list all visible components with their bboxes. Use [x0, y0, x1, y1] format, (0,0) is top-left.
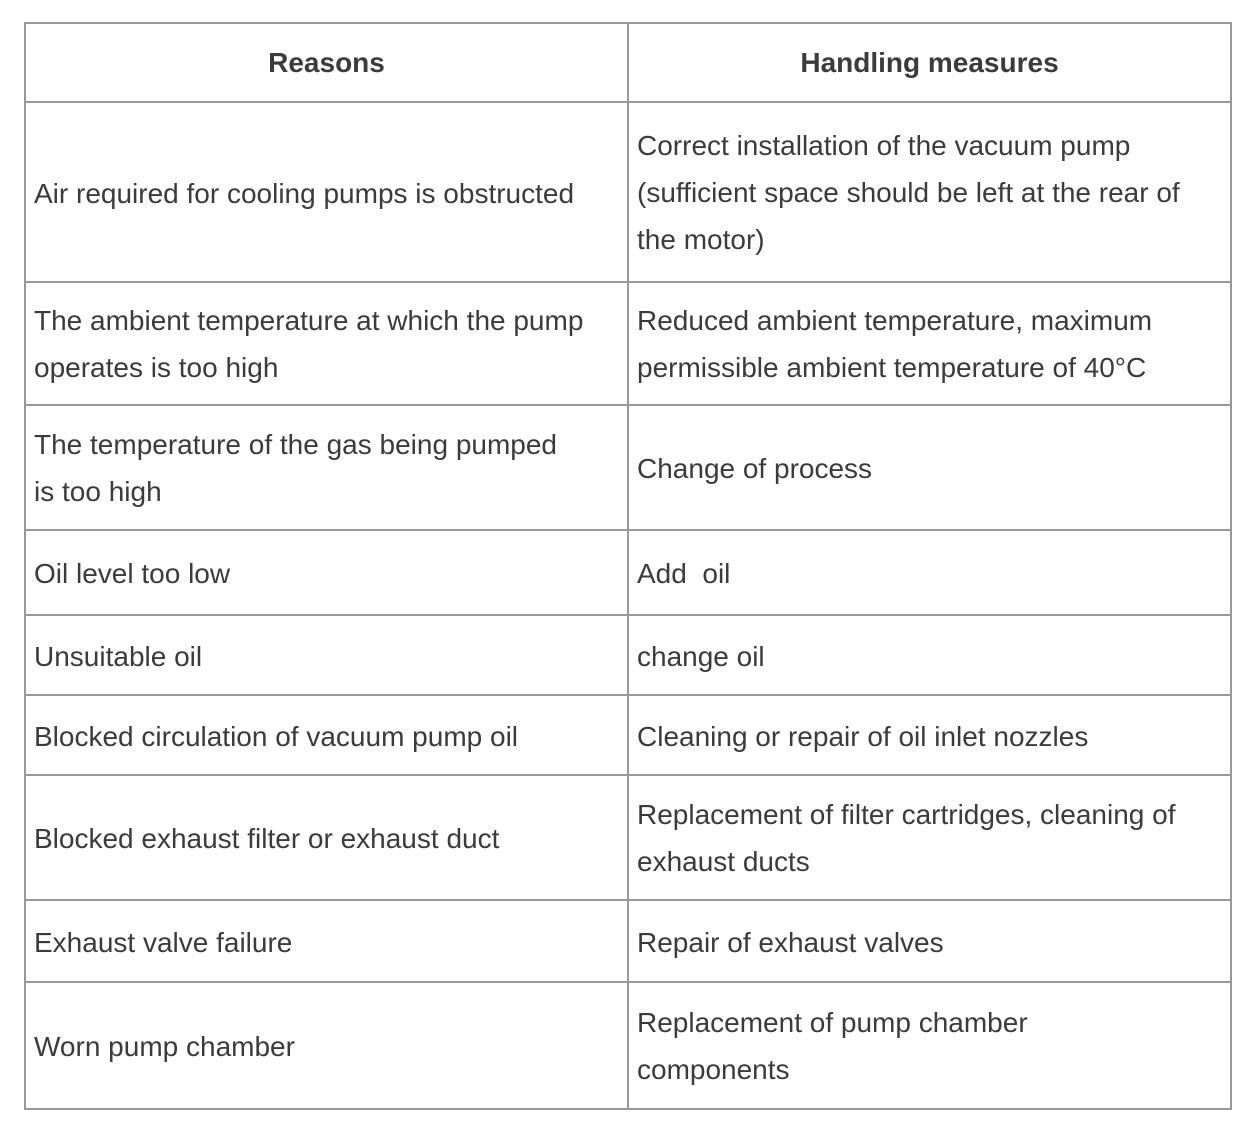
reason-cell [25, 405, 628, 530]
reason-text: Blocked exhaust filter or exhaust duct [34, 823, 500, 855]
measure-text: Cleaning or repair of oil inlet nozzles [637, 720, 1089, 752]
reason-text: Unsuitable oil [34, 640, 203, 672]
measure-text: Replacement of filter cartridges, cleaning of exhaust ducts [637, 798, 1184, 877]
measure-cell [628, 282, 1231, 405]
reason-cell [25, 982, 628, 1109]
measure-cell [628, 982, 1231, 1109]
troubleshooting-table [24, 22, 1232, 1110]
reason-text: Oil level too low [34, 558, 231, 590]
reason-cell [25, 695, 628, 775]
reason-cell [25, 615, 628, 695]
measure-cell [628, 900, 1231, 982]
reason-text: The temperature of the gas being pumped is too high [34, 428, 565, 507]
measure-text: Change of process [637, 453, 873, 485]
measure-text: change oil [637, 640, 765, 672]
reason-cell [25, 102, 628, 282]
measures-column-header: Handling measures [628, 23, 1231, 102]
measure-text: Add oil [637, 558, 731, 590]
table-header-row [25, 23, 1231, 102]
reason-cell [25, 900, 628, 982]
table-row [25, 102, 1231, 282]
table-row [25, 900, 1231, 982]
table-row [25, 615, 1231, 695]
reason-text: Exhaust valve failure [34, 926, 293, 958]
table-row [25, 282, 1231, 405]
reason-cell [25, 530, 628, 615]
measure-cell [628, 102, 1231, 282]
table-row [25, 405, 1231, 530]
reason-text: The ambient temperature at which the pump operates is too high [34, 304, 592, 383]
reason-text: Blocked circulation of vacuum pump oil [34, 720, 519, 752]
measure-cell [628, 530, 1231, 615]
measure-cell [628, 775, 1231, 900]
table-row [25, 530, 1231, 615]
measure-cell [628, 695, 1231, 775]
table-row [25, 695, 1231, 775]
measure-text: Replacement of pump chamber components [637, 1006, 1036, 1085]
reason-cell [25, 775, 628, 900]
reason-text: Worn pump chamber [34, 1031, 295, 1063]
reasons-column-header: Reasons [25, 23, 628, 102]
measure-text: Repair of exhaust valves [637, 926, 944, 958]
table-row [25, 982, 1231, 1109]
measure-text: Correct installation of the vacuum pump (sufficient space should be left at the rear of the motor) [637, 129, 1188, 255]
table-row [25, 775, 1231, 900]
reason-text: Air required for cooling pumps is obstructed [34, 177, 575, 209]
measure-text: Reduced ambient temperature, maximum permissible ambient temperature of 40°C [637, 304, 1160, 383]
reason-cell [25, 282, 628, 405]
measure-cell [628, 405, 1231, 530]
measure-cell [628, 615, 1231, 695]
